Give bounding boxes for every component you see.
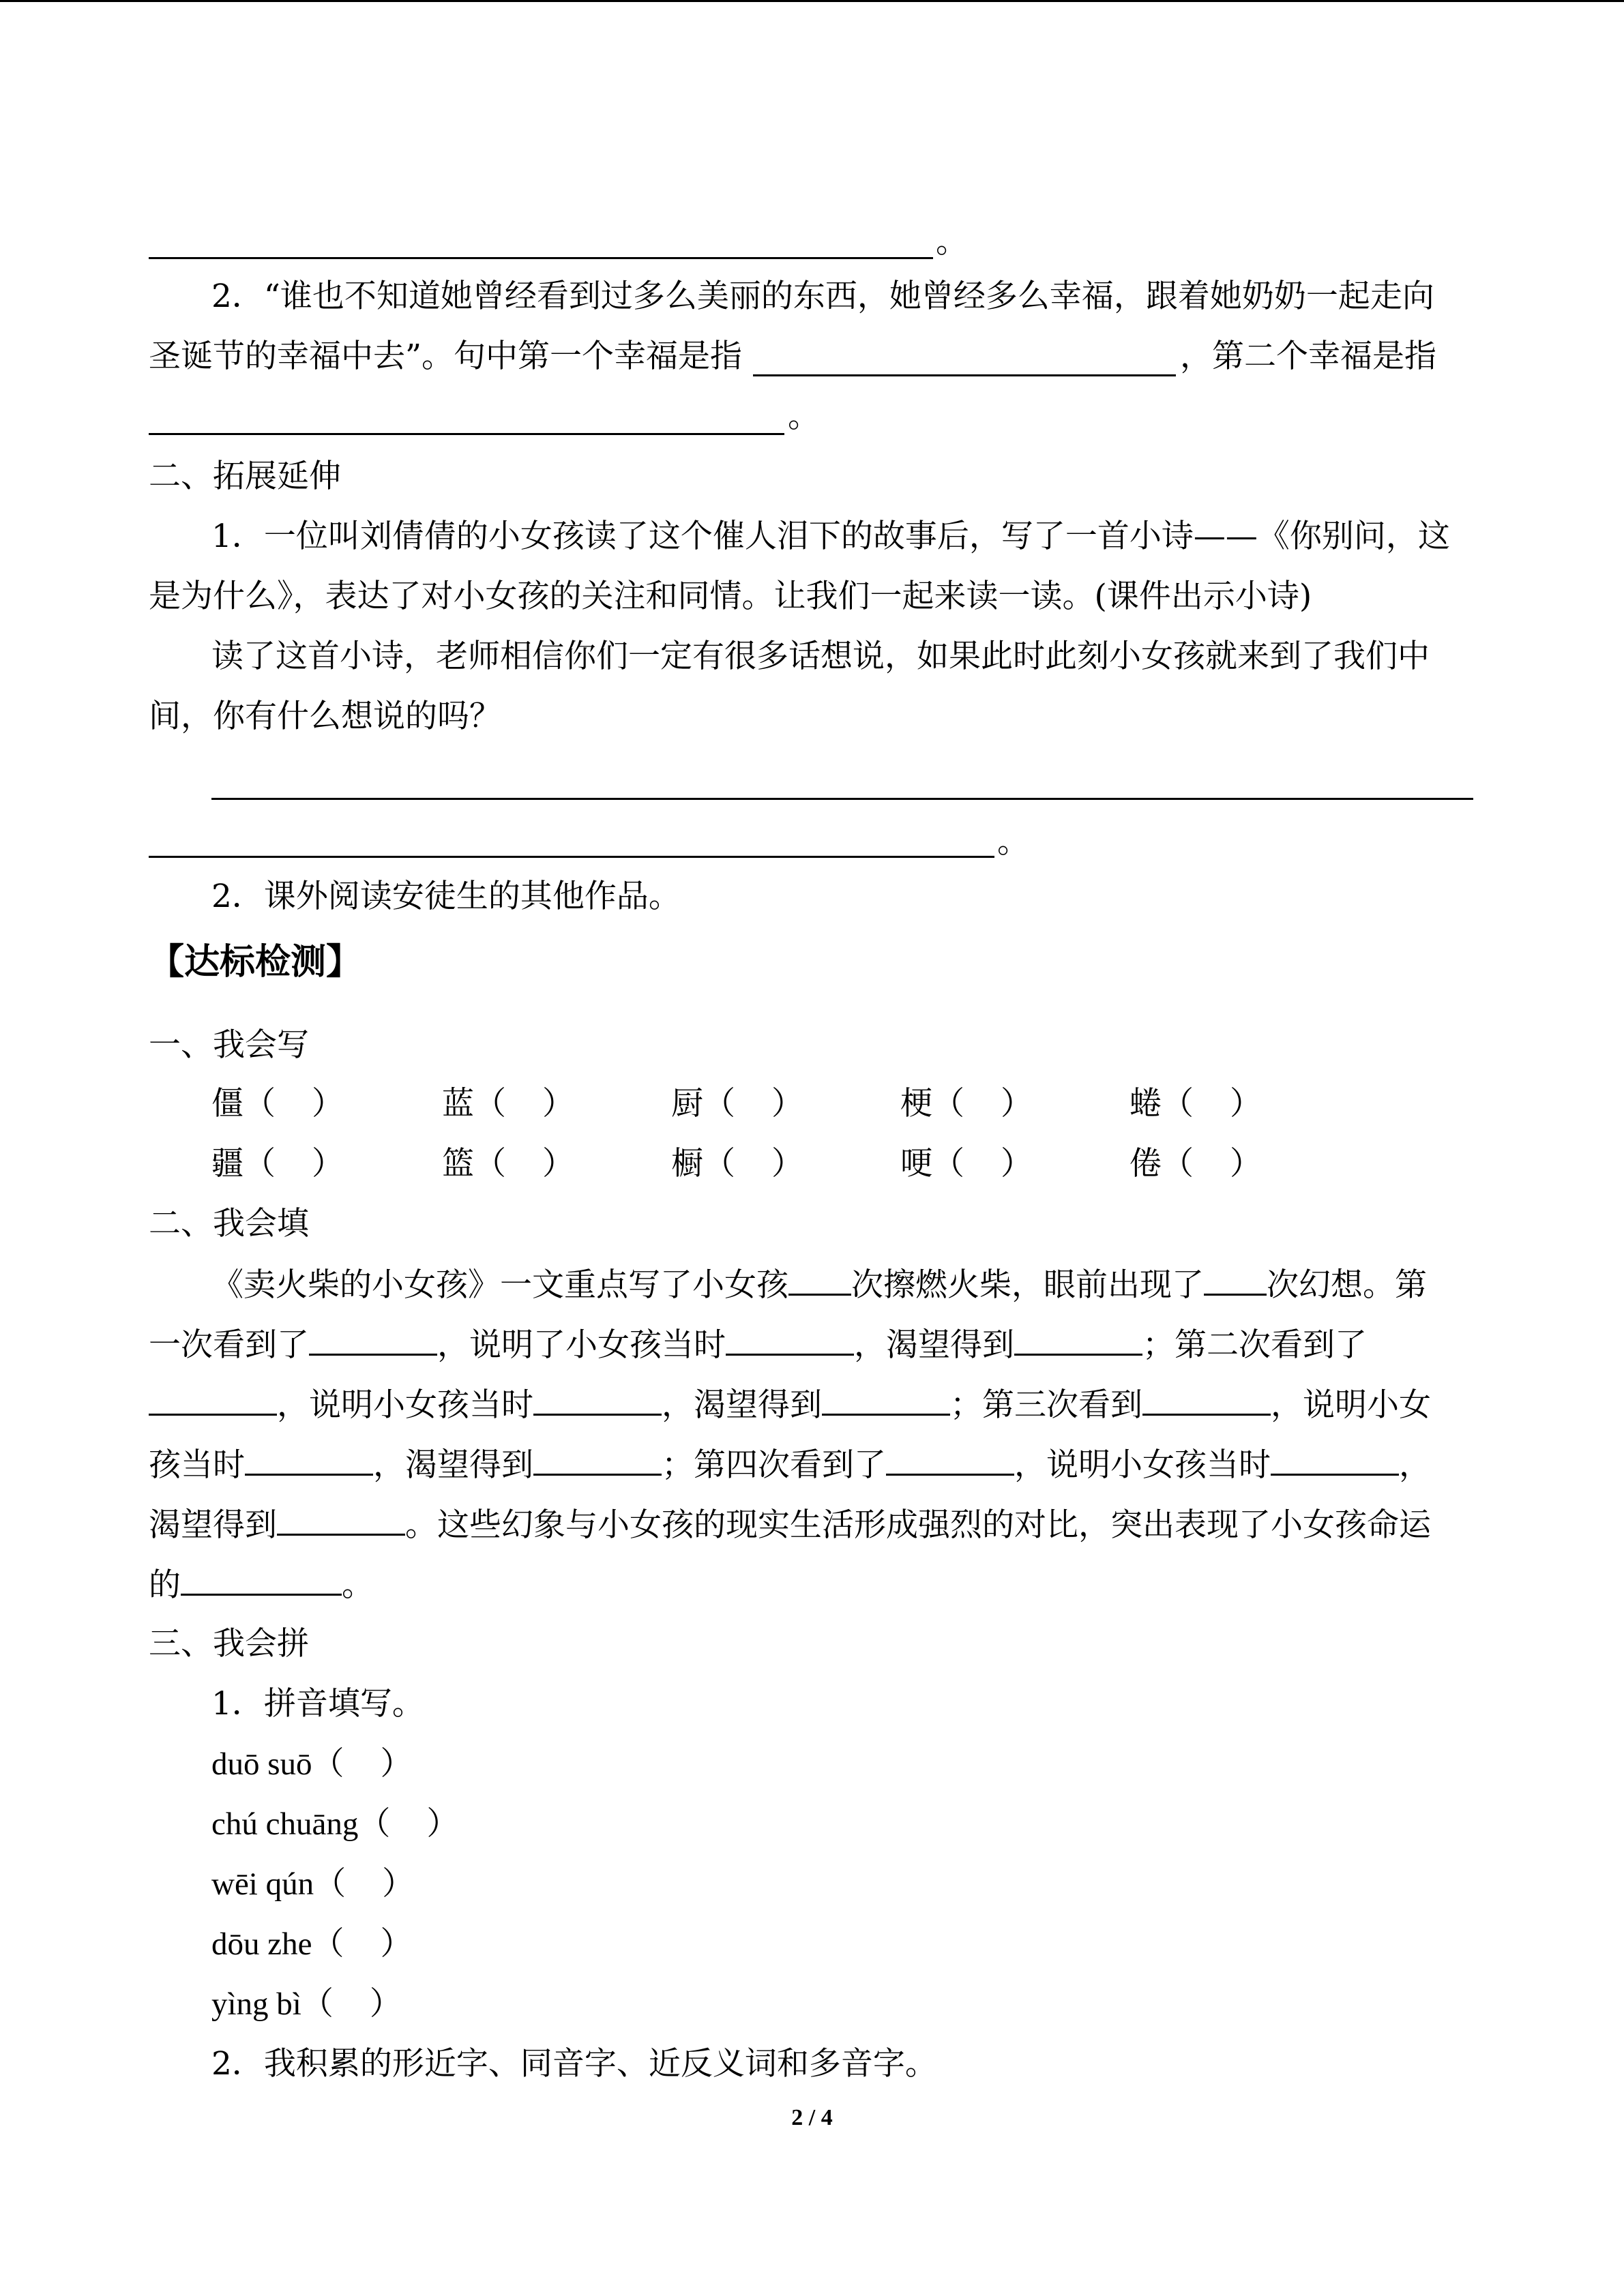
question-text: 2．我积累的形近字、同音字、近反义词和多音字。 (211, 2045, 937, 2083)
fill-line-2 (0, 1314, 1624, 1374)
paragraph-text: 间，你有什么想说的吗？ (149, 698, 501, 735)
section-title (0, 447, 1624, 507)
fill-line-1 (0, 1254, 1624, 1314)
section-title-text: 一、我会写 (149, 1026, 309, 1064)
period: 。 (997, 823, 1029, 861)
pinyin-question (0, 1674, 1624, 1734)
ext-answer-line (0, 812, 1624, 872)
ext-line-4 (0, 687, 1624, 747)
char-item: 哽（ ） (900, 1145, 1033, 1182)
pinyin-text: yìng bì（ ） (211, 1986, 402, 2022)
answer-blank (149, 257, 933, 259)
pinyin-item (0, 1914, 1624, 1974)
section-title-text: 三、我会拼 (149, 1625, 309, 1663)
section-title (0, 1194, 1624, 1254)
char-item: 疆（ ） (211, 1145, 344, 1182)
char-item: 蓝（ ） (442, 1085, 574, 1122)
fill-line-4 (0, 1434, 1624, 1494)
paragraph-text: 读了这首小诗，老师相信你们一定有很多话想说，如果此时此刻小女孩就来到了我们中 (211, 638, 1430, 675)
pinyin-item (0, 1734, 1624, 1794)
question-text: 1．拼音填写。 (211, 1685, 424, 1723)
pinyin-item (0, 1974, 1624, 2034)
question-2-line-1 (0, 267, 1624, 327)
fill-text: 一次看到了 ，说明了小女孩当时 ，渴望得到 ；第二次看到了 (149, 1314, 1367, 1375)
fill-text: ，说明小女孩当时 ，渴望得到 ；第三次看到 ，说明小女 (149, 1374, 1431, 1435)
answer-blank (753, 374, 1176, 376)
pinyin-item (0, 1854, 1624, 1914)
pinyin-text: wēi qún（ ） (211, 1866, 415, 1902)
period: 。 (788, 398, 820, 435)
char-row-1 (0, 1074, 1624, 1134)
char-item: 倦（ ） (1130, 1145, 1262, 1182)
section-title (0, 1614, 1624, 1674)
fill-line-6 (0, 1554, 1624, 1614)
ext-line-3 (0, 627, 1624, 687)
fill-line-5 (0, 1494, 1624, 1554)
char-item: 厨（ ） (671, 1085, 803, 1122)
pinyin-text: chú chuāng（ ） (211, 1806, 459, 1842)
char-item: 篮（ ） (442, 1145, 574, 1182)
char-item: 梗（ ） (900, 1085, 1033, 1122)
question-text: 圣诞节的幸福中去”。句中第一个幸福是指 (149, 338, 743, 375)
answer-line (0, 212, 1624, 272)
fill-text: 孩当时 ，渴望得到 ；第四次看到了 ，说明小女孩当时 ， (149, 1434, 1431, 1495)
accumulate-question (0, 2034, 1624, 2094)
check-heading (0, 932, 1624, 992)
char-row-2 (0, 1134, 1624, 1194)
fill-text: 《卖火柴的小女孩》一文重点写了小女孩 次擦燃火柴，眼前出现了 次幻想。第 (211, 1254, 1427, 1315)
pinyin-text: duō suō（ ） (211, 1746, 413, 1782)
char-item: 僵（ ） (211, 1085, 344, 1122)
fill-line-3 (0, 1374, 1624, 1434)
page-number: 2 / 4 (791, 2105, 833, 2130)
char-item: 蜷（ ） (1130, 1085, 1262, 1122)
fill-text: 渴望得到 。这些幻象与小女孩的现实生活形成强烈的对比，突出表现了小女孩命运 (149, 1494, 1431, 1555)
pinyin-text: dōu zhe（ ） (211, 1926, 413, 1962)
question-2-line-3 (0, 387, 1624, 447)
period: 。 (936, 223, 968, 260)
paragraph-text: 是为什么》，表达了对小女孩的关注和同情。让我们一起来读一读。(课件出示小诗) (149, 578, 1312, 615)
question-2-line-2 (0, 327, 1624, 387)
paragraph-text: 1．一位叫刘倩倩的小女孩读了这个催人泪下的故事后，写了一首小诗——《你别问，这 (211, 518, 1450, 555)
pinyin-item (0, 1794, 1624, 1854)
ext-line-5 (0, 867, 1624, 927)
question-text: ，第二个幸福是指 (1180, 338, 1436, 375)
section-title-text: 二、我会填 (149, 1205, 309, 1242)
ext-line-2 (0, 567, 1624, 627)
char-item: 橱（ ） (671, 1145, 803, 1182)
heading-text: 【达标检测】 (149, 942, 362, 983)
section-title (0, 1015, 1624, 1075)
question-text: 2．“谁也不知道她曾经看到过多么美丽的东西，她曾经多么幸福，跟着她奶奶一起走向 (211, 278, 1434, 315)
answer-blank (211, 798, 1473, 800)
section-title-text: 二、拓展延伸 (149, 458, 341, 495)
ext-line-1 (0, 507, 1624, 567)
paragraph-text: 2．课外阅读安徒生的其他作品。 (211, 878, 681, 915)
fill-text: 的 。 (149, 1554, 374, 1615)
answer-blank (149, 856, 994, 858)
answer-blank (149, 433, 784, 435)
